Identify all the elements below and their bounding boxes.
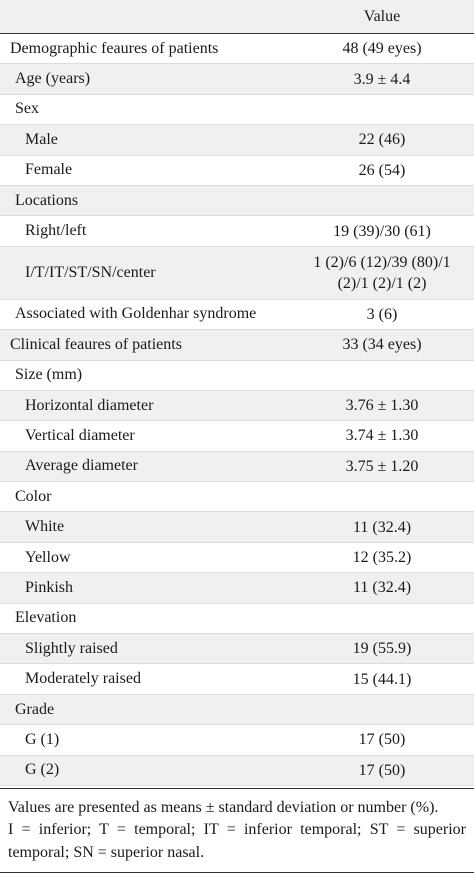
- table-row: [0, 156, 474, 186]
- row-label: Average diameter: [25, 457, 138, 475]
- row-label: Age (years): [15, 70, 91, 88]
- table-header: [0, 0, 474, 34]
- row-label: Clinical feaures of patients: [10, 335, 182, 353]
- row-label: Color: [15, 487, 52, 505]
- row-value: 17 (50): [358, 761, 406, 779]
- row-label: G (1): [25, 730, 60, 748]
- table-row: [0, 634, 474, 664]
- row-value: 19 (55.9): [352, 640, 412, 658]
- table-row: [0, 247, 474, 300]
- table-row: [0, 330, 474, 360]
- row-label: Pinkish: [25, 578, 74, 596]
- row-label: Right/left: [25, 222, 87, 240]
- footnote-values-note: Values are presented as means ± standard deviation or number (%).: [8, 798, 439, 816]
- row-label: Grade: [15, 700, 55, 718]
- row-label: White: [25, 518, 65, 536]
- table-row: [0, 725, 474, 755]
- row-label: Horizontal diameter: [25, 396, 154, 414]
- row-value: 11 (32.4): [352, 579, 412, 597]
- table-row: [0, 421, 474, 451]
- table-row: [0, 573, 474, 603]
- row-label: Demographic feaures of patients: [10, 39, 219, 57]
- table-row: [0, 391, 474, 421]
- table-row: [0, 216, 474, 246]
- row-label: Locations: [15, 191, 79, 209]
- row-value: 3.74 ± 1.30: [345, 427, 419, 445]
- row-label: Associated with Goldenhar syndrome: [15, 305, 257, 323]
- row-label: Size (mm): [15, 366, 83, 384]
- row-value: 11 (32.4): [352, 518, 412, 536]
- footnote-abbreviations: I = inferior; T = temporal; IT = inferior temporal; ST = superior temporal; SN = superior nasal.: [8, 821, 466, 861]
- row-value: 3.9 ± 4.4: [353, 70, 411, 88]
- table-row: [0, 512, 474, 542]
- table-row: [0, 34, 474, 64]
- row-label: Yellow: [25, 548, 71, 566]
- row-label: I/T/IT/ST/SN/center: [25, 263, 156, 281]
- table-row: [0, 64, 474, 94]
- table-row: [0, 604, 474, 634]
- row-label: Sex: [15, 100, 39, 118]
- row-value: 12 (35.2): [352, 549, 412, 567]
- table-row: [0, 300, 474, 330]
- row-value: 3.75 ± 1.20: [345, 457, 419, 475]
- table-row: [0, 664, 474, 694]
- row-label: Slightly raised: [25, 639, 118, 657]
- row-value: 26 (54): [358, 161, 406, 179]
- row-label: G (2): [25, 761, 60, 779]
- table-row: [0, 125, 474, 155]
- row-value: 3.76 ± 1.30: [345, 397, 419, 415]
- row-value: 48 (49 eyes): [342, 40, 422, 58]
- row-label: Female: [25, 161, 73, 179]
- row-value: 22 (46): [358, 131, 406, 149]
- table-footnote: [0, 788, 474, 873]
- row-value: 17 (50): [358, 731, 406, 749]
- header-value-cell: Value: [363, 7, 401, 25]
- table-row: [0, 756, 474, 786]
- row-value: 1 (2)/6 (12)/39 (80)/1 (2)/1 (2)/1 (2): [313, 253, 451, 292]
- table-row: [0, 482, 474, 512]
- row-value: 33 (34 eyes): [342, 336, 422, 354]
- row-label: Male: [25, 130, 58, 148]
- table-row: [0, 95, 474, 125]
- row-label: Vertical diameter: [25, 426, 135, 444]
- table-row: [0, 543, 474, 573]
- table-row: [0, 695, 474, 725]
- row-label: Elevation: [15, 609, 77, 627]
- row-label: Moderately raised: [25, 670, 141, 688]
- table-row: [0, 452, 474, 482]
- row-value: 19 (39)/30 (61): [333, 222, 431, 240]
- row-value: 3 (6): [366, 305, 398, 323]
- table-row: [0, 361, 474, 391]
- row-value: 15 (44.1): [352, 670, 412, 688]
- table-row: [0, 186, 474, 216]
